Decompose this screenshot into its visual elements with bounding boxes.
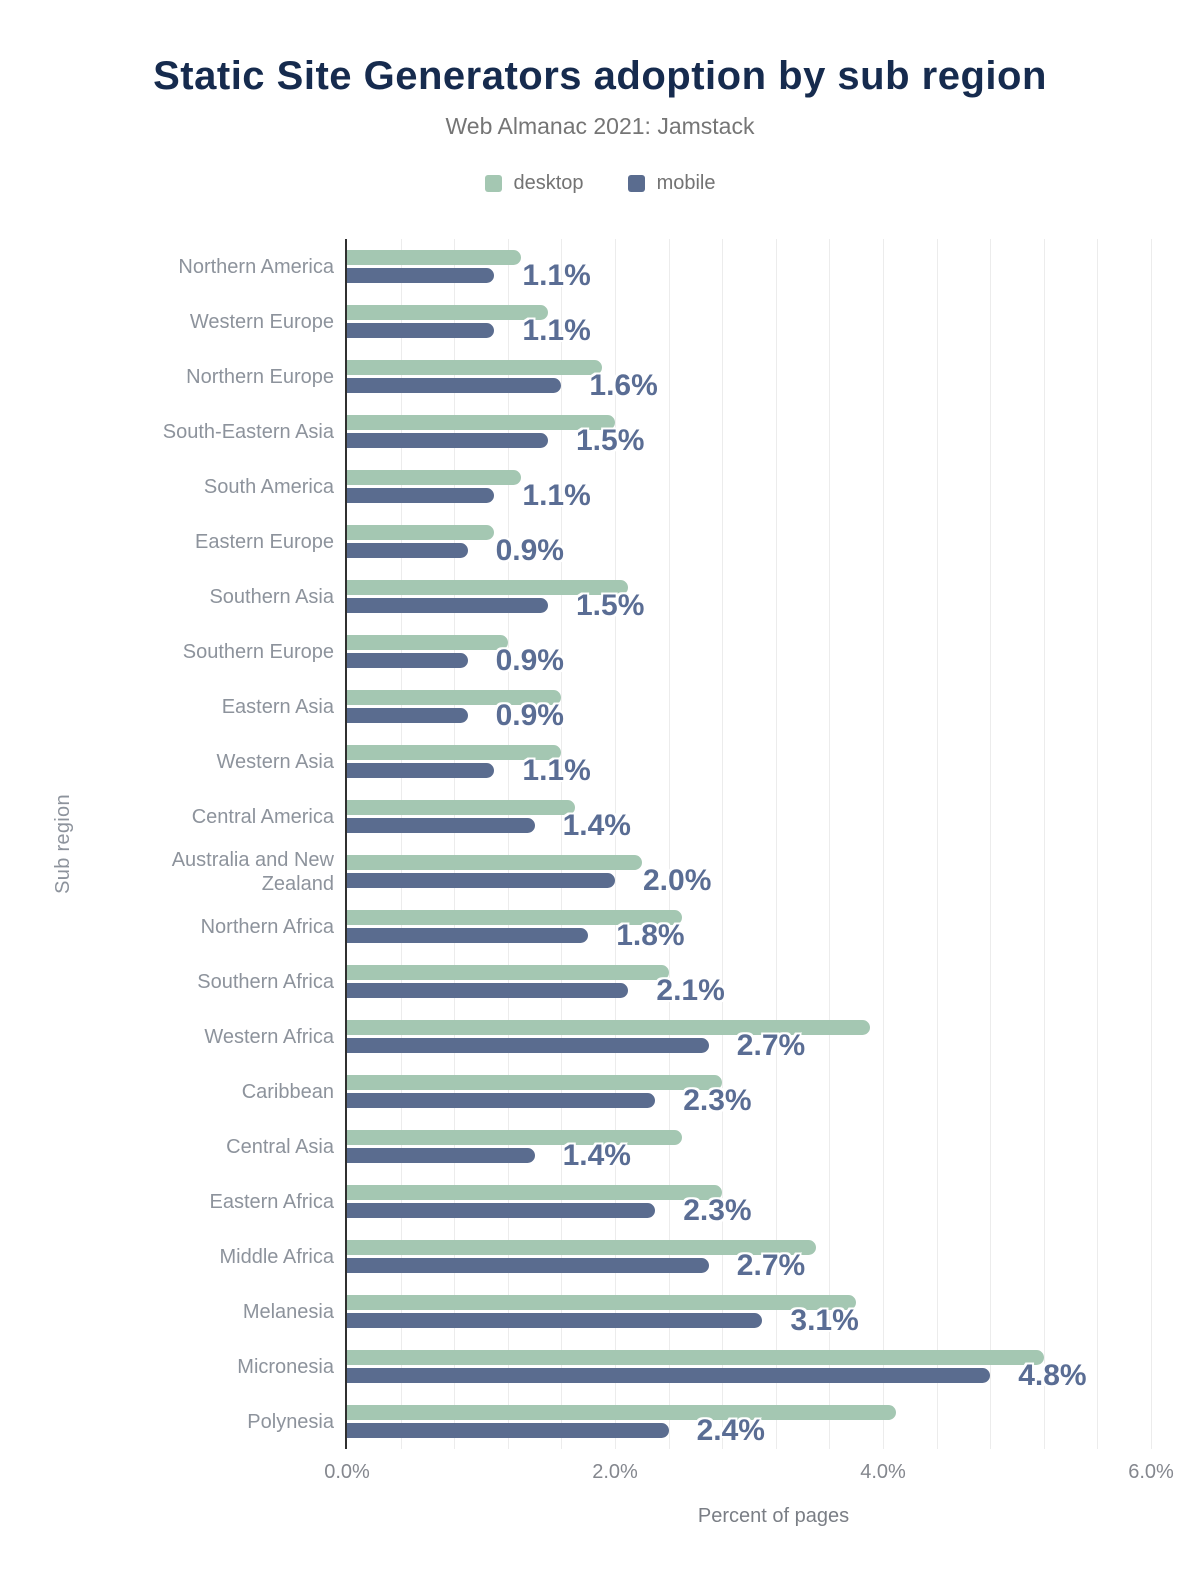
category-label xyxy=(0,1394,347,1449)
bar-group xyxy=(347,679,1200,734)
value-label: 1.1% xyxy=(522,479,591,512)
category-label-text: Western Asia xyxy=(216,750,334,773)
bar-mobile[interactable] xyxy=(347,1038,709,1053)
bar-group xyxy=(347,1009,1200,1064)
chart-row xyxy=(0,1284,1200,1339)
bar-group xyxy=(347,404,1200,459)
category-label-text: Eastern Africa xyxy=(209,1190,334,1213)
bar-desktop[interactable] xyxy=(347,470,521,485)
bar-rows xyxy=(0,239,1200,1449)
y-axis-title: Sub region xyxy=(52,794,74,894)
bar-mobile[interactable] xyxy=(347,1423,669,1438)
bar-group xyxy=(347,1174,1200,1229)
category-label-text: Australia and New Zealand xyxy=(171,848,334,895)
chart-row xyxy=(0,349,1200,404)
chart-row xyxy=(0,459,1200,514)
category-label-text: Micronesia xyxy=(237,1355,334,1378)
chart-row xyxy=(0,514,1200,569)
legend-item-mobile[interactable] xyxy=(628,172,716,195)
value-label: 3.1% xyxy=(790,1304,859,1337)
page-subtitle: Web Almanac 2021: Jamstack xyxy=(445,113,755,139)
x-axis-ticks xyxy=(324,1457,1200,1491)
legend-label: desktop xyxy=(513,172,584,194)
bar-mobile[interactable] xyxy=(347,653,468,668)
bar-mobile[interactable] xyxy=(347,433,548,448)
bar-mobile[interactable] xyxy=(347,983,628,998)
value-label: 1.5% xyxy=(576,424,645,457)
category-label xyxy=(0,1064,347,1119)
category-label xyxy=(0,789,347,844)
bar-desktop[interactable] xyxy=(347,305,548,320)
bar-desktop[interactable] xyxy=(347,1295,856,1310)
bar-mobile[interactable] xyxy=(347,1258,709,1273)
category-label xyxy=(0,404,347,459)
bar-desktop[interactable] xyxy=(347,360,602,375)
bar-mobile[interactable] xyxy=(347,763,494,778)
value-label: 1.4% xyxy=(562,1139,631,1172)
bar-mobile[interactable] xyxy=(347,488,494,503)
bar-group xyxy=(347,514,1200,569)
category-label xyxy=(0,1229,347,1284)
bar-group xyxy=(347,1229,1200,1284)
category-label xyxy=(0,1284,347,1339)
chart-row xyxy=(0,624,1200,679)
bar-mobile[interactable] xyxy=(347,928,588,943)
bar-group xyxy=(347,734,1200,789)
category-label xyxy=(0,239,347,294)
bar-group xyxy=(347,844,1200,899)
bar-mobile[interactable] xyxy=(347,598,548,613)
bar-group xyxy=(347,1339,1200,1394)
bar-mobile[interactable] xyxy=(347,1093,655,1108)
category-label-text: Melanesia xyxy=(242,1300,334,1323)
bar-desktop[interactable] xyxy=(347,1130,682,1145)
bar-mobile[interactable] xyxy=(347,1313,762,1328)
category-label xyxy=(0,1339,347,1394)
bar-desktop[interactable] xyxy=(347,250,521,265)
category-label-text: South-Eastern Asia xyxy=(162,420,334,443)
legend xyxy=(0,172,1200,195)
legend-swatch-mobile-icon xyxy=(628,175,645,192)
bar-group xyxy=(347,954,1200,1009)
category-label-text: Western Europe xyxy=(189,310,334,333)
value-label: 1.8% xyxy=(616,919,685,952)
category-label xyxy=(0,349,347,404)
chart-row xyxy=(0,294,1200,349)
category-label-text: Middle Africa xyxy=(219,1245,334,1268)
x-axis-title: Percent of pages xyxy=(697,1505,850,1527)
bar-mobile[interactable] xyxy=(347,1203,655,1218)
value-label: 2.1% xyxy=(656,974,725,1007)
chart-row xyxy=(0,1119,1200,1174)
legend-swatch-desktop-icon xyxy=(485,175,502,192)
bar-mobile[interactable] xyxy=(347,543,468,558)
bar-group xyxy=(347,349,1200,404)
chart-row xyxy=(0,1174,1200,1229)
bar-group xyxy=(347,1064,1200,1119)
bar-desktop[interactable] xyxy=(347,415,615,430)
category-label-text: Eastern Europe xyxy=(195,530,334,553)
value-label: 0.9% xyxy=(495,644,564,677)
category-label xyxy=(0,624,347,679)
chart-row xyxy=(0,1339,1200,1394)
value-label: 1.6% xyxy=(589,369,658,402)
bar-mobile[interactable] xyxy=(347,1148,535,1163)
plot-area xyxy=(0,239,1200,1449)
bar-mobile[interactable] xyxy=(347,1368,990,1383)
category-label-text: Southern Africa xyxy=(197,970,334,993)
bar-desktop[interactable] xyxy=(347,855,642,870)
chart-row xyxy=(0,954,1200,1009)
category-label xyxy=(0,1174,347,1229)
category-label-text: Caribbean xyxy=(241,1080,334,1103)
value-label: 1.4% xyxy=(562,809,631,842)
chart-row xyxy=(0,899,1200,954)
chart-row xyxy=(0,569,1200,624)
value-label: 2.7% xyxy=(736,1249,806,1282)
legend-item-desktop[interactable] xyxy=(485,172,584,195)
bar-desktop[interactable] xyxy=(347,635,508,650)
chart-row xyxy=(0,404,1200,459)
bar-group xyxy=(347,1394,1200,1449)
chart-row xyxy=(0,789,1200,844)
chart-row xyxy=(0,1064,1200,1119)
category-label xyxy=(0,294,347,349)
bar-desktop[interactable] xyxy=(347,1350,1044,1365)
bar-mobile[interactable] xyxy=(347,323,494,338)
bar-group xyxy=(347,569,1200,624)
category-label xyxy=(0,569,347,624)
value-label: 0.9% xyxy=(495,534,564,567)
value-label: 2.3% xyxy=(683,1084,752,1117)
bar-group xyxy=(347,1284,1200,1339)
value-label: 1.1% xyxy=(522,259,591,292)
value-label: 1.5% xyxy=(576,589,645,622)
bar-mobile[interactable] xyxy=(347,708,468,723)
category-label xyxy=(0,899,347,954)
bar-group xyxy=(347,624,1200,679)
category-label xyxy=(0,459,347,514)
category-label-text: Northern Europe xyxy=(186,365,334,388)
chart-row xyxy=(0,1229,1200,1284)
bar-mobile[interactable] xyxy=(347,873,615,888)
category-label xyxy=(0,954,347,1009)
category-label-text: Southern Europe xyxy=(182,640,334,663)
x-tick-label: 2.0% xyxy=(592,1461,638,1483)
bar-group xyxy=(347,294,1200,349)
page-title: Static Site Generators adoption by sub region xyxy=(153,54,1047,98)
bar-group xyxy=(347,1119,1200,1174)
category-label xyxy=(0,734,347,789)
category-label-text: Southern Asia xyxy=(209,585,334,608)
bar-mobile[interactable] xyxy=(347,378,561,393)
bar-desktop[interactable] xyxy=(347,1075,722,1090)
chart-row xyxy=(0,1394,1200,1449)
bar-group xyxy=(347,899,1200,954)
chart-row xyxy=(0,679,1200,734)
category-label-text: Northern America xyxy=(178,255,334,278)
category-label-text: Polynesia xyxy=(247,1410,334,1433)
x-tick-label: 4.0% xyxy=(860,1461,906,1483)
bar-mobile[interactable] xyxy=(347,818,535,833)
value-label: 2.4% xyxy=(696,1414,765,1447)
bar-mobile[interactable] xyxy=(347,268,494,283)
value-label: 1.1% xyxy=(522,314,591,347)
chart-row xyxy=(0,239,1200,294)
category-label-text: Central America xyxy=(191,805,334,828)
category-label xyxy=(0,844,347,899)
x-tick-label: 6.0% xyxy=(1128,1461,1174,1483)
category-label xyxy=(0,1119,347,1174)
value-label: 1.1% xyxy=(522,754,591,787)
category-label-text: Central Asia xyxy=(226,1135,334,1158)
bar-desktop[interactable] xyxy=(347,525,494,540)
x-tick-label: 0.0% xyxy=(324,1461,370,1483)
bar-desktop[interactable] xyxy=(347,1405,896,1420)
bar-desktop[interactable] xyxy=(347,800,575,815)
bar-group xyxy=(347,459,1200,514)
bar-desktop[interactable] xyxy=(347,965,669,980)
value-label: 2.3% xyxy=(683,1194,752,1227)
category-label-text: Eastern Asia xyxy=(221,695,334,718)
value-label: 2.7% xyxy=(736,1029,806,1062)
bar-group xyxy=(347,789,1200,844)
bar-desktop[interactable] xyxy=(347,1185,722,1200)
value-label: 0.9% xyxy=(495,699,564,732)
chart-row xyxy=(0,734,1200,789)
value-label: 4.8% xyxy=(1018,1359,1087,1392)
category-label xyxy=(0,1009,347,1064)
chart-row xyxy=(0,1009,1200,1064)
category-label-text: South America xyxy=(203,475,334,498)
category-label-text: Northern Africa xyxy=(200,915,334,938)
value-label: 2.0% xyxy=(643,864,712,897)
category-label xyxy=(0,679,347,734)
bar-group xyxy=(347,239,1200,294)
legend-label: mobile xyxy=(656,172,716,194)
chart-row xyxy=(0,844,1200,899)
category-label xyxy=(0,514,347,569)
category-label-text: Western Africa xyxy=(204,1025,334,1048)
